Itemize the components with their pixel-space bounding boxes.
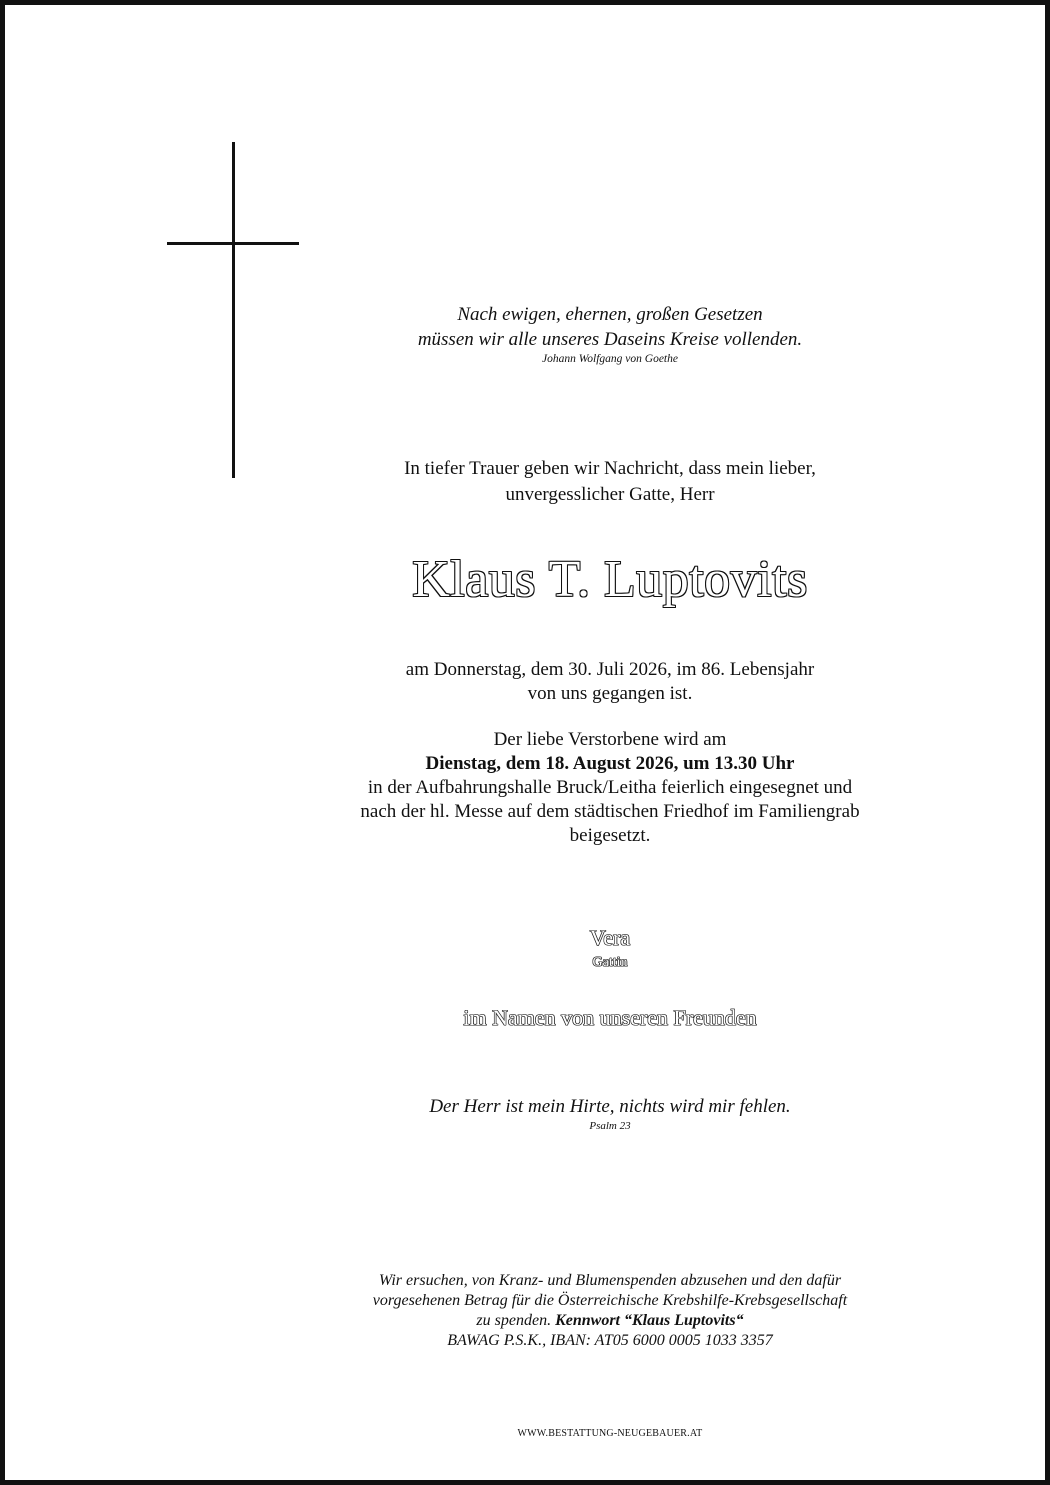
intro-line-1: In tiefer Trauer geben wir Nachricht, dass mein lieber, — [404, 458, 816, 479]
funeral-details — [0, 728, 1050, 848]
donation-line-1: Wir ersuchen, von Kranz- und Blumenspenden abzusehen und den dafür — [378, 1272, 842, 1289]
psalm-reference: Psalm 23 — [589, 1120, 631, 1132]
quote-line-2: müssen wir alle unseres Daseins Kreise vollenden. — [417, 329, 803, 350]
goethe-quote — [0, 302, 1050, 366]
donation-keyword: Kennwort “Klaus Luptovits“ — [555, 1312, 744, 1329]
death-line-1: am Donnerstag, dem 30. Juli 2026, im 86. Lebensjahr — [405, 659, 815, 680]
on-behalf-text: im Namen von unseren Freunden — [463, 1005, 757, 1030]
funeral-line-4: nach der hl. Messe auf dem städtischen Friedhof im Familiengrab — [360, 801, 860, 822]
donation-line-3 — [0, 1311, 1050, 1331]
funeral-line-1: Der liebe Verstorbene wird am — [493, 729, 727, 750]
donation-bank: BAWAG P.S.K., IBAN: AT05 6000 0005 1033 3357 — [447, 1332, 773, 1349]
death-line-2: von uns gegangen ist. — [527, 683, 693, 704]
donation-note — [0, 1271, 1050, 1351]
quote-line-1: Nach ewigen, ehernen, großen Gesetzen — [457, 304, 763, 325]
quote-author: Johann Wolfgang von Goethe — [542, 353, 678, 365]
death-notice — [0, 658, 1050, 706]
funeral-date: Dienstag, dem 18. August 2026, um 13.30 Uhr — [425, 753, 795, 774]
funeral-line-3: in der Aufbahrungshalle Bruck/Leitha feierlich eingesegnet und — [367, 777, 853, 798]
donation-prefix: zu spenden. — [476, 1312, 552, 1329]
mourner-relation: Gattin — [592, 955, 628, 970]
intro-line-2: unvergesslicher Gatte, Herr — [505, 484, 715, 505]
cross-horizontal-bar — [167, 242, 299, 245]
psalm-text: Der Herr ist mein Hirte, nichts wird mir fehlen. — [429, 1096, 791, 1117]
mourner-name: Vera — [589, 925, 631, 950]
intro-text — [0, 456, 1050, 508]
funeral-line-5: beigesetzt. — [569, 825, 651, 846]
deceased-name: Klaus T. Luptovits — [412, 551, 808, 608]
website-link[interactable]: WWW.BESTATTUNG-NEUGEBAUER.AT — [517, 1428, 703, 1439]
donation-line-2: vorgesehenen Betrag für die Österreichische Krebshilfe-Krebsgesellschaft — [372, 1292, 848, 1309]
